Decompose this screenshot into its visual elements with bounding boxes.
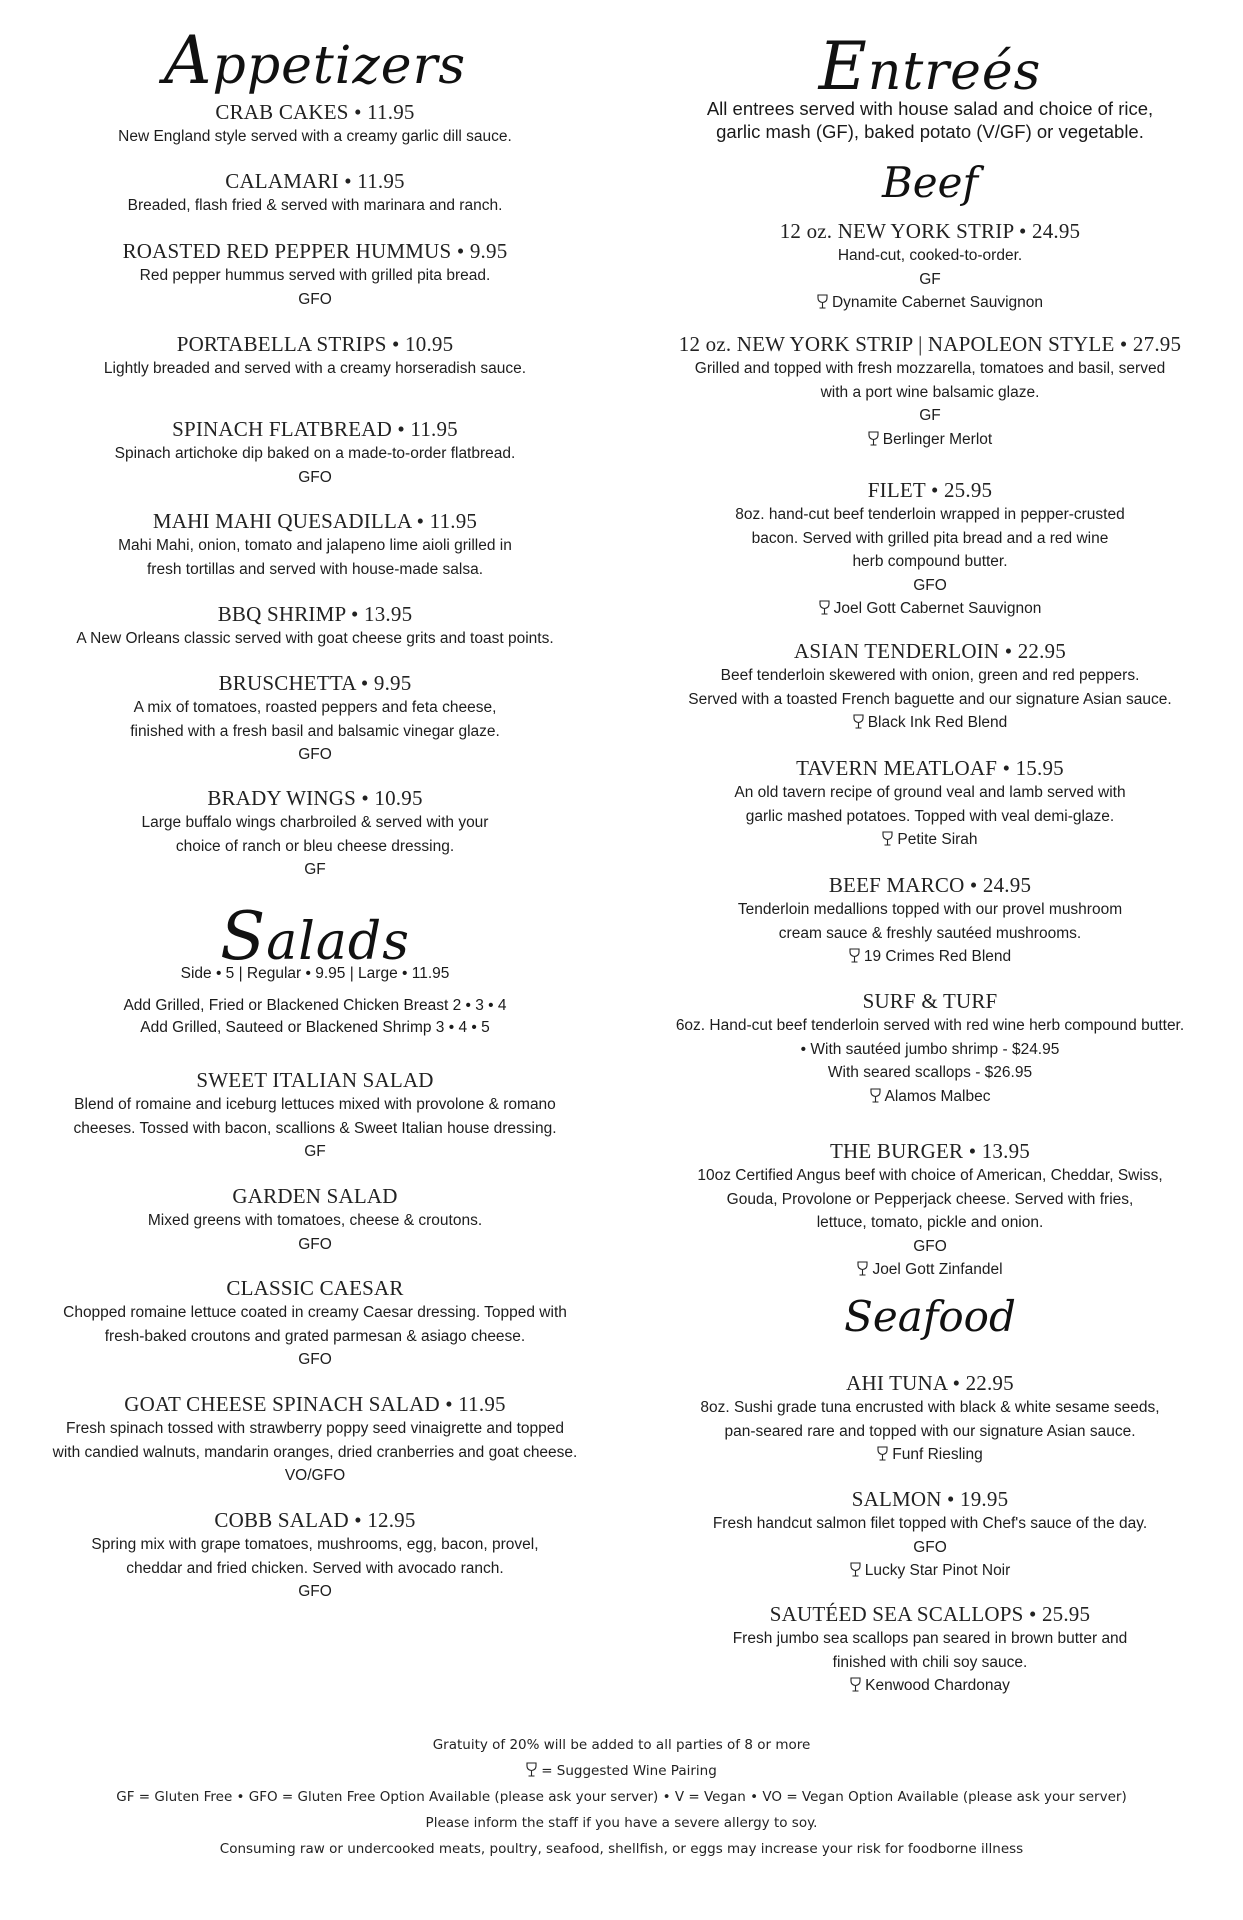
diet-tag: GF <box>304 861 326 878</box>
item-description: Tenderloin medallions topped with our provel mushroom <box>737 901 1123 918</box>
wine-glass-icon <box>882 831 893 846</box>
item-description: New England style served with a creamy garlic dill sauce. <box>118 128 512 145</box>
foodborne-warning: Consuming raw or undercooked meats, poultry, seafood, shellfish, or eggs may increase your risk for foodborne illness <box>219 1841 1024 1857</box>
diet-tag: GFO <box>913 1538 947 1556</box>
item-name: ASIAN TENDERLOIN • 22.95 <box>794 639 1066 663</box>
item-name: GARDEN SALAD <box>232 1184 398 1208</box>
menu-item <box>40 331 590 381</box>
menu-item <box>40 1507 590 1604</box>
beef-title: Beef <box>881 158 979 207</box>
item-name: 12 oz. NEW YORK STRIP • 24.95 <box>779 219 1081 243</box>
item-name: COBB SALAD • 12.95 <box>214 1508 416 1532</box>
wine-glass-icon <box>817 294 828 309</box>
menu-item <box>650 1601 1210 1698</box>
diet-tag: GF <box>304 1143 326 1160</box>
item-name: CLASSIC CAESAR <box>226 1276 404 1300</box>
menu-item <box>650 1138 1210 1282</box>
wine-pairing: 19 Crimes Red Blend <box>650 945 1210 969</box>
soy-allergy-note: Please inform the staff if you have a severe allergy to soy. <box>425 1815 818 1831</box>
item-description: 6oz. Hand-cut beef tenderloin served with red wine herb compound butter. <box>675 1017 1185 1034</box>
item-name: SAUTÉED SEA SCALLOPS • 25.95 <box>769 1602 1091 1626</box>
item-name: 12 oz. NEW YORK STRIP | NAPOLEON STYLE • 27.95 <box>678 332 1182 356</box>
salads-title: Salads <box>220 898 410 975</box>
wine-glass-icon <box>870 1088 881 1103</box>
menu-item <box>40 785 590 882</box>
item-name: SPINACH FLATBREAD • 11.95 <box>172 417 458 441</box>
wine-pairing: Lucky Star Pinot Noir <box>650 1559 1210 1583</box>
wine-glass-icon <box>526 1762 537 1777</box>
item-description: with candied walnuts, mandarin oranges, dried cranberries and goat cheese. <box>52 1443 578 1461</box>
item-name: FILET • 25.95 <box>867 478 993 502</box>
wine-pairing: Kenwood Chardonay <box>650 1674 1210 1698</box>
diet-tag: VO/GFO <box>284 1467 346 1484</box>
diet-tag: GFO <box>298 290 332 308</box>
wine-glass-icon <box>853 714 864 729</box>
wine-pairing: Alamos Malbec <box>650 1085 1210 1109</box>
menu-item <box>40 238 590 311</box>
menu-item <box>650 755 1210 852</box>
menu-item <box>40 508 590 581</box>
item-name: AHI TUNA • 22.95 <box>846 1371 1014 1395</box>
diet-tag: GFO <box>298 468 332 486</box>
item-description: cream sauce & freshly sautéed mushrooms. <box>778 924 1082 942</box>
wine-legend: = Suggested Wine Pairing <box>0 1758 1243 1784</box>
item-name: CALAMARI • 11.95 <box>225 169 405 193</box>
item-name: GOAT CHEESE SPINACH SALAD • 11.95 <box>124 1392 506 1416</box>
item-description: garlic mashed potatoes. Topped with veal demi-glaze. <box>745 807 1115 825</box>
diet-tag: GFO <box>298 1235 332 1253</box>
diet-tag: GFO <box>298 746 332 763</box>
salad-addon-shrimp: Add Grilled, Sauteed or Blackened Shrimp 3 • 4 • 5 <box>140 1019 490 1036</box>
item-description: Gouda, Provolone or Pepperjack cheese. Served with fries, <box>726 1190 1134 1208</box>
diet-legend: GF = Gluten Free • GFO = Gluten Free Option Available (please ask your server) • V = Vegan • VO = Vegan Option Available (please ask your server) <box>116 1789 1127 1805</box>
item-name: CRAB CAKES • 11.95 <box>215 100 415 124</box>
salad-addon-chicken: Add Grilled, Fried or Blackened Chicken Breast 2 • 3 • 4 <box>123 997 507 1014</box>
item-description: finished with chili soy sauce. <box>832 1653 1028 1671</box>
item-description: cheeses. Tossed with bacon, scallions & Sweet Italian house dressing. <box>73 1119 557 1137</box>
item-description: 10oz Certified Angus beef with choice of American, Cheddar, Swiss, <box>697 1167 1163 1184</box>
menu-item <box>40 1275 590 1372</box>
item-name: SURF & TURF <box>862 989 998 1013</box>
item-description: With seared scallops - $26.95 <box>827 1064 1033 1081</box>
salad-sizes: Side • 5 | Regular • 9.95 | Large • 11.95 <box>180 965 450 982</box>
menu-item <box>650 638 1210 735</box>
item-name: MAHI MAHI QUESADILLA • 11.95 <box>152 509 478 533</box>
item-name: SALMON • 19.95 <box>851 1487 1009 1511</box>
wine-glass-icon <box>868 431 879 446</box>
item-description: Mixed greens with tomatoes, cheese & croutons. <box>147 1212 483 1229</box>
menu-item <box>40 168 590 218</box>
item-description: • With sautéed jumbo shrimp - $24.95 <box>800 1040 1060 1058</box>
item-description: fresh-baked croutons and grated parmesan & asiago cheese. <box>104 1327 526 1345</box>
wine-pairing: Black Ink Red Blend <box>650 711 1210 735</box>
wine-pairing: Berlinger Merlot <box>650 428 1210 452</box>
menu-item <box>40 99 590 149</box>
item-description: An old tavern recipe of ground veal and lamb served with <box>734 784 1126 801</box>
item-description: Spring mix with grape tomatoes, mushrooms, egg, bacon, provel, <box>91 1536 539 1553</box>
item-description: 8oz. Sushi grade tuna encrusted with black & white sesame seeds, <box>700 1399 1160 1416</box>
diet-tag: GFO <box>913 1237 947 1255</box>
entrees-intro: All entrees served with house salad and choice of rice, garlic mash (GF), baked potato (V/GF) or vegetable. <box>706 98 1154 142</box>
diet-tag: GFO <box>298 1583 332 1600</box>
item-description: Red pepper hummus served with grilled pita bread. <box>139 267 491 284</box>
menu-item <box>40 670 590 767</box>
menu-item <box>650 218 1210 315</box>
wine-glass-icon <box>849 948 860 963</box>
item-description: Large buffalo wings charbroiled & served with your <box>141 814 489 831</box>
menu-item <box>40 1067 590 1164</box>
menu-footer <box>0 1732 1243 1862</box>
gratuity-note: Gratuity of 20% will be added to all parties of 8 or more <box>432 1737 811 1753</box>
item-description: lettuce, tomato, pickle and onion. <box>816 1214 1044 1231</box>
diet-tag: GFO <box>913 576 947 594</box>
wine-pairing: Joel Gott Cabernet Sauvignon <box>650 597 1210 621</box>
item-name: BRADY WINGS • 10.95 <box>207 786 423 810</box>
item-name: BBQ SHRIMP • 13.95 <box>217 602 413 626</box>
item-description: herb compound butter. <box>852 553 1008 570</box>
wine-pairing: Funf Riesling <box>650 1443 1210 1467</box>
menu-item <box>40 601 590 651</box>
entrees-title: Entreés <box>818 28 1042 105</box>
item-name: BEEF MARCO • 24.95 <box>828 873 1032 897</box>
item-description: 8oz. hand-cut beef tenderloin wrapped in pepper-crusted <box>735 506 1125 523</box>
item-description: Blend of romaine and iceburg lettuces mixed with provolone & romano <box>74 1096 556 1113</box>
item-description: Chopped romaine lettuce coated in creamy Caesar dressing. Topped with <box>63 1304 567 1321</box>
diet-tag: GFO <box>298 1351 332 1368</box>
item-description: cheddar and fried chicken. Served with avocado ranch. <box>126 1559 504 1577</box>
wine-pairing: Dynamite Cabernet Sauvignon <box>650 291 1210 315</box>
item-description: Fresh handcut salmon filet topped with Chef's sauce of the day. <box>712 1515 1148 1532</box>
item-description: Breaded, flash fried & served with marinara and ranch. <box>127 197 503 214</box>
menu-item <box>40 1183 590 1256</box>
wine-glass-icon <box>857 1261 868 1276</box>
menu-item <box>40 416 590 489</box>
menu-item <box>40 1391 590 1488</box>
item-name: BRUSCHETTA • 9.95 <box>218 671 412 695</box>
appetizers-title: Appetizers <box>163 22 467 99</box>
item-description: Mahi Mahi, onion, tomato and jalapeno lime aioli grilled in <box>118 537 512 554</box>
item-description: finished with a fresh basil and balsamic vinegar glaze. <box>130 722 500 740</box>
wine-glass-icon <box>850 1677 861 1692</box>
item-name: THE BURGER • 13.95 <box>830 1139 1030 1163</box>
item-description: A New Orleans classic served with goat cheese grits and toast points. <box>76 630 554 647</box>
item-description: Grilled and topped with fresh mozzarella, tomatoes and basil, served <box>694 360 1166 377</box>
item-description: pan-seared rare and topped with our signature Asian sauce. <box>724 1422 1136 1440</box>
item-description: Served with a toasted French baguette and our signature Asian sauce. <box>688 690 1172 708</box>
diet-tag: GF <box>919 270 941 288</box>
wine-glass-icon <box>850 1562 861 1577</box>
item-description: choice of ranch or bleu cheese dressing. <box>175 837 455 855</box>
item-description: with a port wine balsamic glaze. <box>820 383 1040 401</box>
item-name: SWEET ITALIAN SALAD <box>196 1068 434 1092</box>
menu-item <box>650 331 1210 451</box>
menu-item <box>650 1370 1210 1467</box>
item-description: Hand-cut, cooked-to-order. <box>837 247 1023 264</box>
item-description: Beef tenderloin skewered with onion, green and red peppers. <box>720 667 1140 684</box>
item-description: fresh tortillas and served with house-made salsa. <box>147 560 483 578</box>
seafood-title: Seafood <box>844 1292 1016 1341</box>
item-name: PORTABELLA STRIPS • 10.95 <box>176 332 454 356</box>
wine-glass-icon <box>819 600 830 615</box>
item-description: A mix of tomatoes, roasted peppers and feta cheese, <box>133 699 497 716</box>
item-description: bacon. Served with grilled pita bread and a red wine <box>751 529 1109 547</box>
item-description: Fresh spinach tossed with strawberry poppy seed vinaigrette and topped <box>65 1420 564 1437</box>
wine-pairing: Petite Sirah <box>650 828 1210 852</box>
item-name: ROASTED RED PEPPER HUMMUS • 9.95 <box>122 239 508 263</box>
menu-item <box>650 1486 1210 1583</box>
menu-item <box>650 872 1210 969</box>
menu-item <box>650 477 1210 621</box>
wine-pairing: Joel Gott Zinfandel <box>650 1258 1210 1282</box>
item-name: TAVERN MEATLOAF • 15.95 <box>796 756 1064 780</box>
menu-item <box>650 988 1210 1108</box>
wine-glass-icon <box>877 1446 888 1461</box>
diet-tag: GF <box>919 407 941 424</box>
item-description: Fresh jumbo sea scallops pan seared in brown butter and <box>732 1630 1128 1647</box>
item-description: Lightly breaded and served with a creamy horseradish sauce. <box>103 360 527 377</box>
item-description: Spinach artichoke dip baked on a made-to-order flatbread. <box>114 445 516 462</box>
